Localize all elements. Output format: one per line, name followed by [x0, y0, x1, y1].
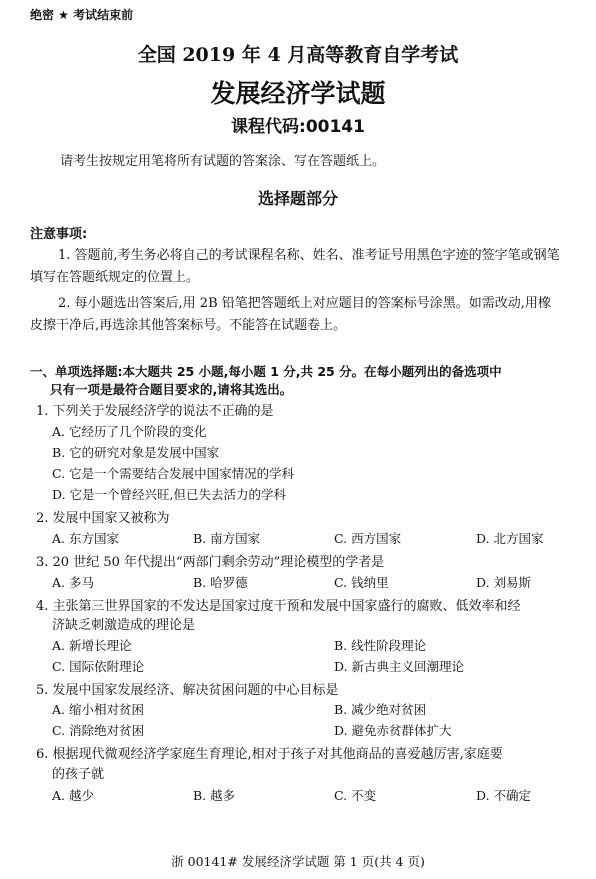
notice-item-2-line-1: 2. 每小题选出答案后,用 2B 铅笔把答题纸上对应题目的答案标号涂黑。如需改动,用橡 [58, 296, 551, 311]
answer-instruction: 请考生按规定用笔将所有试题的答案涂、写在答题纸上。 [60, 154, 386, 169]
question-3-option-c: C. 钱纳里 [334, 575, 389, 590]
question-6-stem-line-1: 6. 根据现代微观经济学家庭生育理论,相对于孩子对其他商品的喜爱越厉害,家庭要 [36, 747, 503, 762]
question-4-option-d: D. 新古典主义回潮理论 [334, 659, 465, 674]
question-5-option-b: B. 减少绝对贫困 [334, 702, 427, 717]
question-4-option-a: A. 新增长理论 [52, 638, 132, 653]
question-3-option-d: D. 刘易斯 [476, 575, 532, 590]
paper-title: 发展经济学试题 [210, 79, 386, 108]
question-6-stem-line-2: 的孩子就 [52, 767, 105, 782]
question-2-option-b: B. 南方国家 [193, 531, 261, 546]
notice-label: 注意事项: [30, 227, 88, 242]
question-3-stem: 3. 20 世纪 50 年代提出“两部门剩余劳动”理论模型的学者是 [36, 555, 385, 570]
notice-item-1-line-1: 1. 答题前,考生务必将自己的考试课程名称、姓名、准考证号用黑色字迹的签字笔或钢笔 [58, 248, 560, 263]
question-1-option-a: A. 它经历了几个阶段的变化 [52, 424, 207, 439]
question-4-stem-line-1: 4. 主张第三世界国家的不发达是国家过度干预和发展中国家盛行的腐败、低效率和经 [36, 599, 521, 614]
question-1-option-c: C. 它是一个需要结合发展中国家情况的学科 [52, 466, 295, 481]
question-6-option-b: B. 越多 [193, 788, 236, 803]
question-5-option-a: A. 缩小相对贫困 [52, 702, 144, 717]
question-3-option-a: A. 多马 [52, 575, 94, 590]
exam-title: 全国 2019 年 4 月高等教育自学考试 [137, 44, 459, 66]
course-code: 课程代码:00141 [231, 117, 365, 137]
section-heading: 选择题部分 [257, 189, 338, 208]
question-2-stem: 2. 发展中国家又被称为 [36, 511, 170, 526]
page-footer: 浙 00141# 发展经济学试题 第 1 页(共 4 页) [171, 854, 425, 869]
notice-item-1-line-2: 填写在答题纸规定的位置上。 [30, 270, 200, 285]
question-6-option-a: A. 越少 [52, 788, 94, 803]
question-2-option-c: C. 西方国家 [334, 531, 402, 546]
question-1-stem: 1. 下列关于发展经济学的说法不正确的是 [36, 404, 274, 419]
question-5-option-c: C. 消除绝对贫困 [52, 723, 145, 738]
notice-item-2-line-2: 皮擦干净后,再选涂其他答案标号。不能答在试题卷上。 [30, 318, 347, 333]
secret-label: 绝密 ★ 考试结束前 [30, 8, 134, 22]
question-4-stem-line-2: 济缺乏刺激造成的理论是 [52, 618, 196, 633]
question-5-option-d: D. 避免赤贫群体扩大 [334, 723, 452, 738]
question-4-option-c: C. 国际依附理论 [52, 659, 145, 674]
part-heading-line-1: 一、单项选择题:本大题共 25 小题,每小题 1 分,共 25 分。在每小题列出的备选项中 [30, 364, 502, 379]
question-2-option-d: D. 北方国家 [476, 531, 544, 546]
part-heading-line-2: 只有一项是最符合题目要求的,请将其选出。 [50, 382, 293, 397]
question-6-option-c: C. 不变 [334, 788, 377, 803]
question-1-option-b: B. 它的研究对象是发展中国家 [52, 445, 220, 460]
question-5-stem: 5. 发展中国家发展经济、解决贫困问题的中心目标是 [36, 683, 339, 698]
question-2-option-a: A. 东方国家 [52, 531, 119, 546]
question-1-option-d: D. 它是一个曾经兴旺,但已失去活力的学科 [52, 487, 286, 502]
question-6-option-d: D. 不确定 [476, 788, 532, 803]
question-4-option-b: B. 线性阶段理论 [334, 638, 427, 653]
question-3-option-b: B. 哈罗德 [193, 575, 248, 590]
